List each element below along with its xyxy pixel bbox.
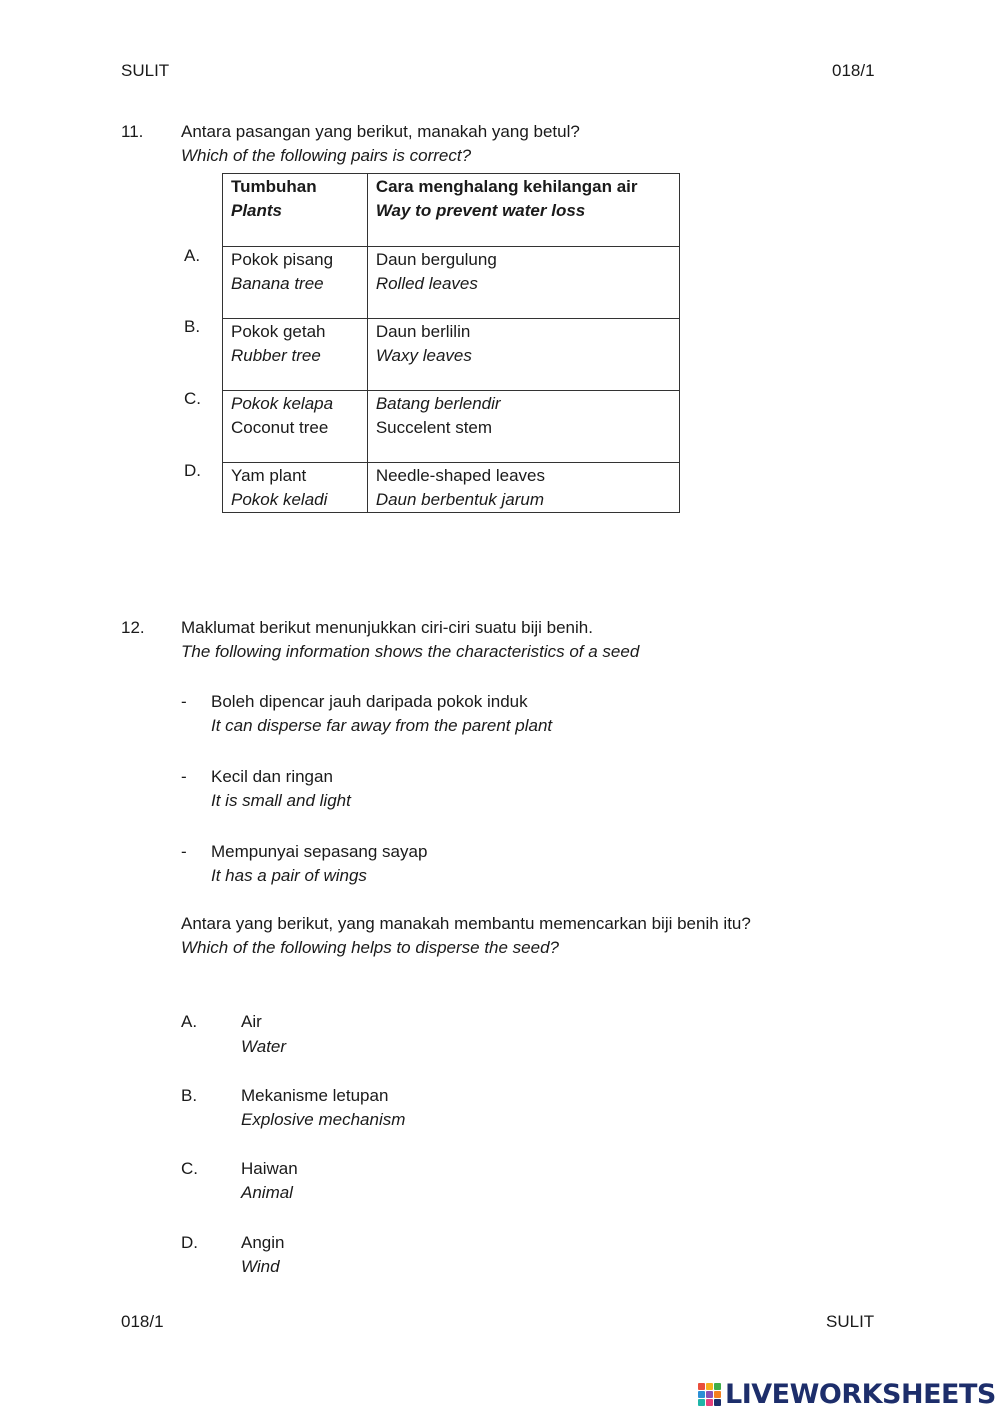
q11-option-a-way <box>367 247 679 319</box>
q12-bullet-1-ms: Boleh dipencar jauh daripada pokok induk <box>211 692 528 711</box>
logo-square <box>714 1399 721 1406</box>
q12-option-d-en: Wind <box>241 1257 280 1276</box>
q11-option-a-letter: A. <box>184 246 201 265</box>
q12-option-c-ms: Haiwan <box>241 1159 298 1178</box>
logo-square <box>706 1383 713 1390</box>
q11-c-way-en: Succelent stem <box>375 418 493 437</box>
q11-c-way-ms: Batang berlendir <box>375 394 501 413</box>
logo-square <box>698 1391 705 1398</box>
q11-option-d-row[interactable] <box>223 463 680 513</box>
q11-header-col1-ms: Tumbuhan <box>231 177 317 196</box>
q11-option-c-row[interactable] <box>223 391 680 463</box>
q12-bullet-1-en: It can disperse far away from the parent plant <box>211 716 553 735</box>
q11-option-b-row[interactable] <box>223 319 680 391</box>
logo-square <box>706 1399 713 1406</box>
q12-bullet-2-en: It is small and light <box>211 791 351 810</box>
q11-a-way-ms: Daun bergulung <box>375 250 497 269</box>
q12-option-a-ms: Air <box>241 1012 262 1031</box>
q12-bullet-2-dash: - <box>181 767 187 786</box>
q11-b-plant-ms: Pokok getah <box>231 322 326 341</box>
footer-right: SULIT <box>826 1312 875 1331</box>
q12-option-b-ms: Mekanisme letupan <box>241 1086 389 1105</box>
q11-option-b-way <box>367 319 679 391</box>
q12-bullet-2-ms: Kecil dan ringan <box>211 767 333 786</box>
q12-option-c-letter: C. <box>181 1159 198 1178</box>
logo-square <box>714 1391 721 1398</box>
q12-bullet-3-dash: - <box>181 842 187 861</box>
q11-b-way-en: Waxy leaves <box>375 346 472 365</box>
q12-number: 12. <box>121 618 145 637</box>
logo-square <box>698 1399 705 1406</box>
q11-option-a-plant <box>223 247 368 319</box>
q12-bullet-3-en: It has a pair of wings <box>211 866 367 885</box>
liveworksheets-logo[interactable] <box>698 1378 996 1410</box>
q11-option-a-row[interactable] <box>223 247 680 319</box>
logo-square <box>706 1391 713 1398</box>
q11-header-way <box>367 174 679 247</box>
q11-number: 11. <box>121 122 144 141</box>
header-right: 018/1 <box>832 61 875 80</box>
q11-header-plants <box>223 174 368 247</box>
q12-bullet-1-dash: - <box>181 692 187 711</box>
q11-table-header <box>223 174 680 247</box>
logo-square <box>714 1383 721 1390</box>
q11-question-ms: Antara pasangan yang berikut, manakah yang betul? <box>181 122 580 141</box>
q11-option-d-letter: D. <box>184 461 201 480</box>
q11-option-c-plant <box>223 391 368 463</box>
q12-question-ms: Antara yang berikut, yang manakah membantu memencarkan biji benih itu? <box>181 914 751 933</box>
q11-d-plant-ms: Pokok keladi <box>231 490 328 509</box>
q12-option-d-ms: Angin <box>241 1233 285 1252</box>
q11-option-d-plant <box>223 463 368 513</box>
q11-d-way-en: Needle-shaped leaves <box>375 466 545 485</box>
q12-option-b-en: Explosive mechanism <box>241 1110 406 1129</box>
q11-option-d-way <box>367 463 679 513</box>
footer-left: 018/1 <box>121 1312 164 1331</box>
q11-option-b-plant <box>223 319 368 391</box>
q12-option-a-en: Water <box>241 1037 287 1056</box>
q12-option-c-en: Animal <box>241 1183 293 1202</box>
q11-b-way-ms: Daun berlilin <box>375 322 471 341</box>
q12-intro-ms: Maklumat berikut menunjukkan ciri-ciri suatu biji benih. <box>181 618 593 637</box>
q11-d-way-ms: Daun berbentuk jarum <box>375 490 545 509</box>
q11-question-en: Which of the following pairs is correct? <box>181 146 472 165</box>
q11-c-plant-en: Coconut tree <box>231 418 329 437</box>
q11-header-col1-en: Plants <box>231 201 283 220</box>
logo-square <box>698 1383 705 1390</box>
q11-a-plant-en: Banana tree <box>231 274 324 293</box>
q11-c-plant-ms: Pokok kelapa <box>231 394 334 413</box>
q11-a-plant-ms: Pokok pisang <box>231 250 334 269</box>
q12-question-en: Which of the following helps to disperse the seed? <box>181 938 560 957</box>
header-left: SULIT <box>121 61 170 80</box>
logo-text: LIVEWORKSHEETS <box>725 1378 996 1410</box>
q11-b-plant-en: Rubber tree <box>231 346 321 365</box>
q11-header-col2-ms: Cara menghalang kehilangan air <box>375 177 638 196</box>
q12-intro-en: The following information shows the characteristics of a seed <box>181 642 640 661</box>
q11-table <box>222 173 680 513</box>
q12-bullet-3-ms: Mempunyai sepasang sayap <box>211 842 428 861</box>
liveworksheets-logo-icon <box>698 1383 721 1406</box>
q12-option-b-letter: B. <box>181 1086 198 1105</box>
q11-option-c-letter: C. <box>184 389 201 408</box>
q12-option-d-letter: D. <box>181 1233 198 1252</box>
q11-a-way-en: Rolled leaves <box>375 274 478 293</box>
q11-header-col2-en: Way to prevent water loss <box>375 201 586 220</box>
q12-option-a-letter: A. <box>181 1012 198 1031</box>
q11-option-c-way <box>367 391 679 463</box>
q11-d-plant-en: Yam plant <box>231 466 307 485</box>
q11-option-b-letter: B. <box>184 317 201 336</box>
